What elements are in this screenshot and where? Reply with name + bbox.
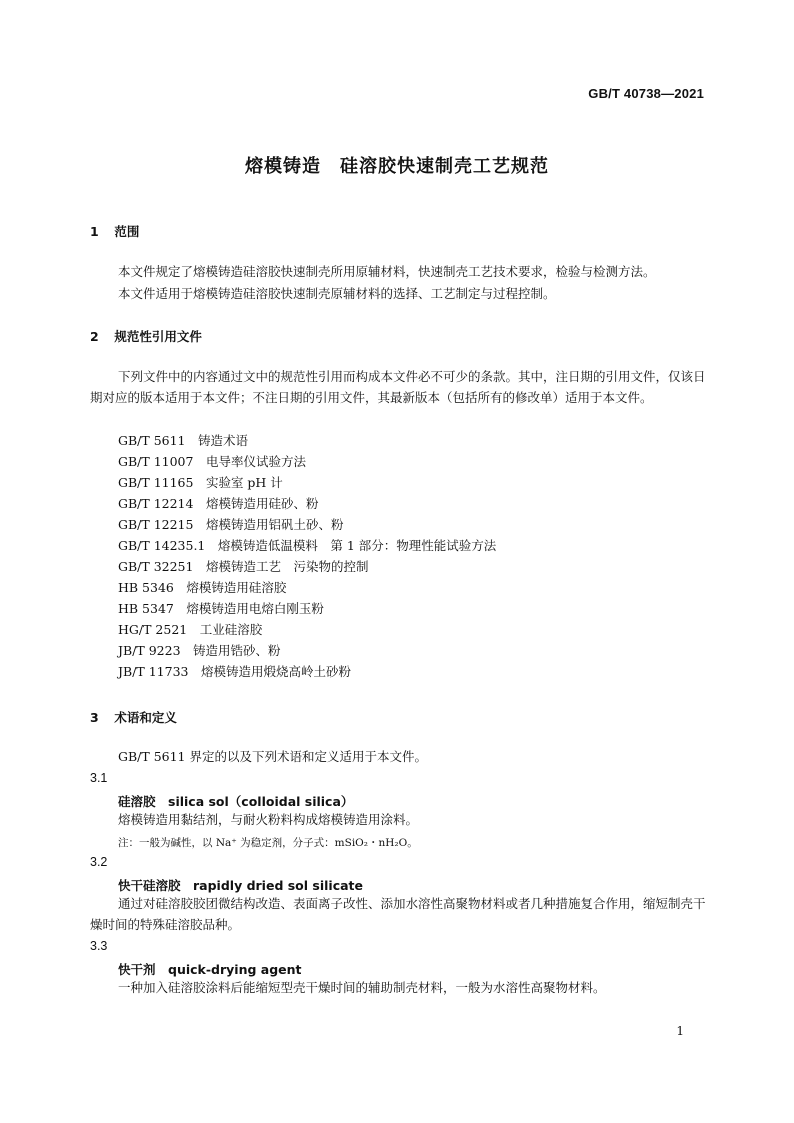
term-definition: 通过对硅溶胶胶团微结构改造、表面离子改性、添加水溶性高聚物材料或者几种措施复合作用，缩短制壳干燥时间的特殊硅溶胶品种。 [90,896,706,932]
document-title: 熔模铸造 硅溶胶快速制壳工艺规范 [245,156,549,177]
section-1-heading [90,222,139,240]
section-number: 1 [90,224,99,239]
section-3-paragraph-1: GB/T 5611 界定的以及下列术语和定义适用于本文件。 [118,749,427,764]
reference-item: JB/T 9223 铸造用锆砂、粉 [118,643,281,658]
reference-item: HB 5346 熔模铸造用硅溶胶 [118,580,287,595]
reference-item: GB/T 11165 实验室 pH 计 [118,475,283,490]
section-3-heading [90,708,177,726]
section-number: 3 [90,710,99,725]
term-definition: 熔模铸造用黏结剂，与耐火粉料构成熔模铸造用涂料。 [118,812,419,827]
standard-code: GB/T 40738—2021 [588,86,704,101]
term-name: 硅溶胶 silica sol（colloidal silica） [118,794,354,809]
term-name: 快干硅溶胶 rapidly dried sol silicate [118,878,363,893]
term-definition: 一种加入硅溶胶涂料后能缩短型壳干燥时间的辅助制壳材料，一般为水溶性高聚物材料。 [118,980,606,995]
term-name: 快干剂 quick-drying agent [118,962,302,977]
term-number: 3.2 [90,855,108,869]
term-number: 3.1 [90,771,108,785]
section-number: 2 [90,329,99,344]
reference-item: HG/T 2521 工业硅溶胶 [118,622,263,637]
reference-item: JB/T 11733 熔模铸造用煅烧高岭土砂粉 [118,664,351,679]
section-2-paragraph-1: 下列文件中的内容通过文中的规范性引用而构成本文件必不可少的条款。其中，注日期的引用文件，仅该日期对应的版本适用于本文件；不注日期的引用文件，其最新版本（包括所有的修改单）适用于本文件。 [90,369,706,405]
reference-item: HB 5347 熔模铸造用电熔白刚玉粉 [118,601,324,616]
term-number: 3.3 [90,939,108,953]
section-title: 术语和定义 [114,710,177,725]
page-number: 1 [676,1024,684,1038]
reference-item: GB/T 11007 电导率仪试验方法 [118,454,306,469]
term-note: 注：一般为碱性，以 Na⁺ 为稳定剂，分子式：mSiO₂・nH₂O。 [118,837,418,849]
section-title: 规范性引用文件 [114,329,202,344]
reference-item: GB/T 12215 熔模铸造用铝矾土砂、粉 [118,517,344,532]
section-1-paragraph-1: 本文件规定了熔模铸造硅溶胶快速制壳所用原辅材料，快速制壳工艺技术要求，检验与检测方法。 [118,264,656,279]
section-title: 范围 [114,224,140,239]
reference-item: GB/T 12214 熔模铸造用硅砂、粉 [118,496,319,511]
section-1-paragraph-2: 本文件适用于熔模铸造硅溶胶快速制壳原辅材料的选择、工艺制定与过程控制。 [118,286,556,301]
reference-item: GB/T 32251 熔模铸造工艺 污染物的控制 [118,559,369,574]
section-2-heading [90,327,202,345]
reference-item: GB/T 5611 铸造术语 [118,433,249,448]
reference-item: GB/T 14235.1 熔模铸造低温模料 第 1 部分：物理性能试验方法 [118,538,497,553]
